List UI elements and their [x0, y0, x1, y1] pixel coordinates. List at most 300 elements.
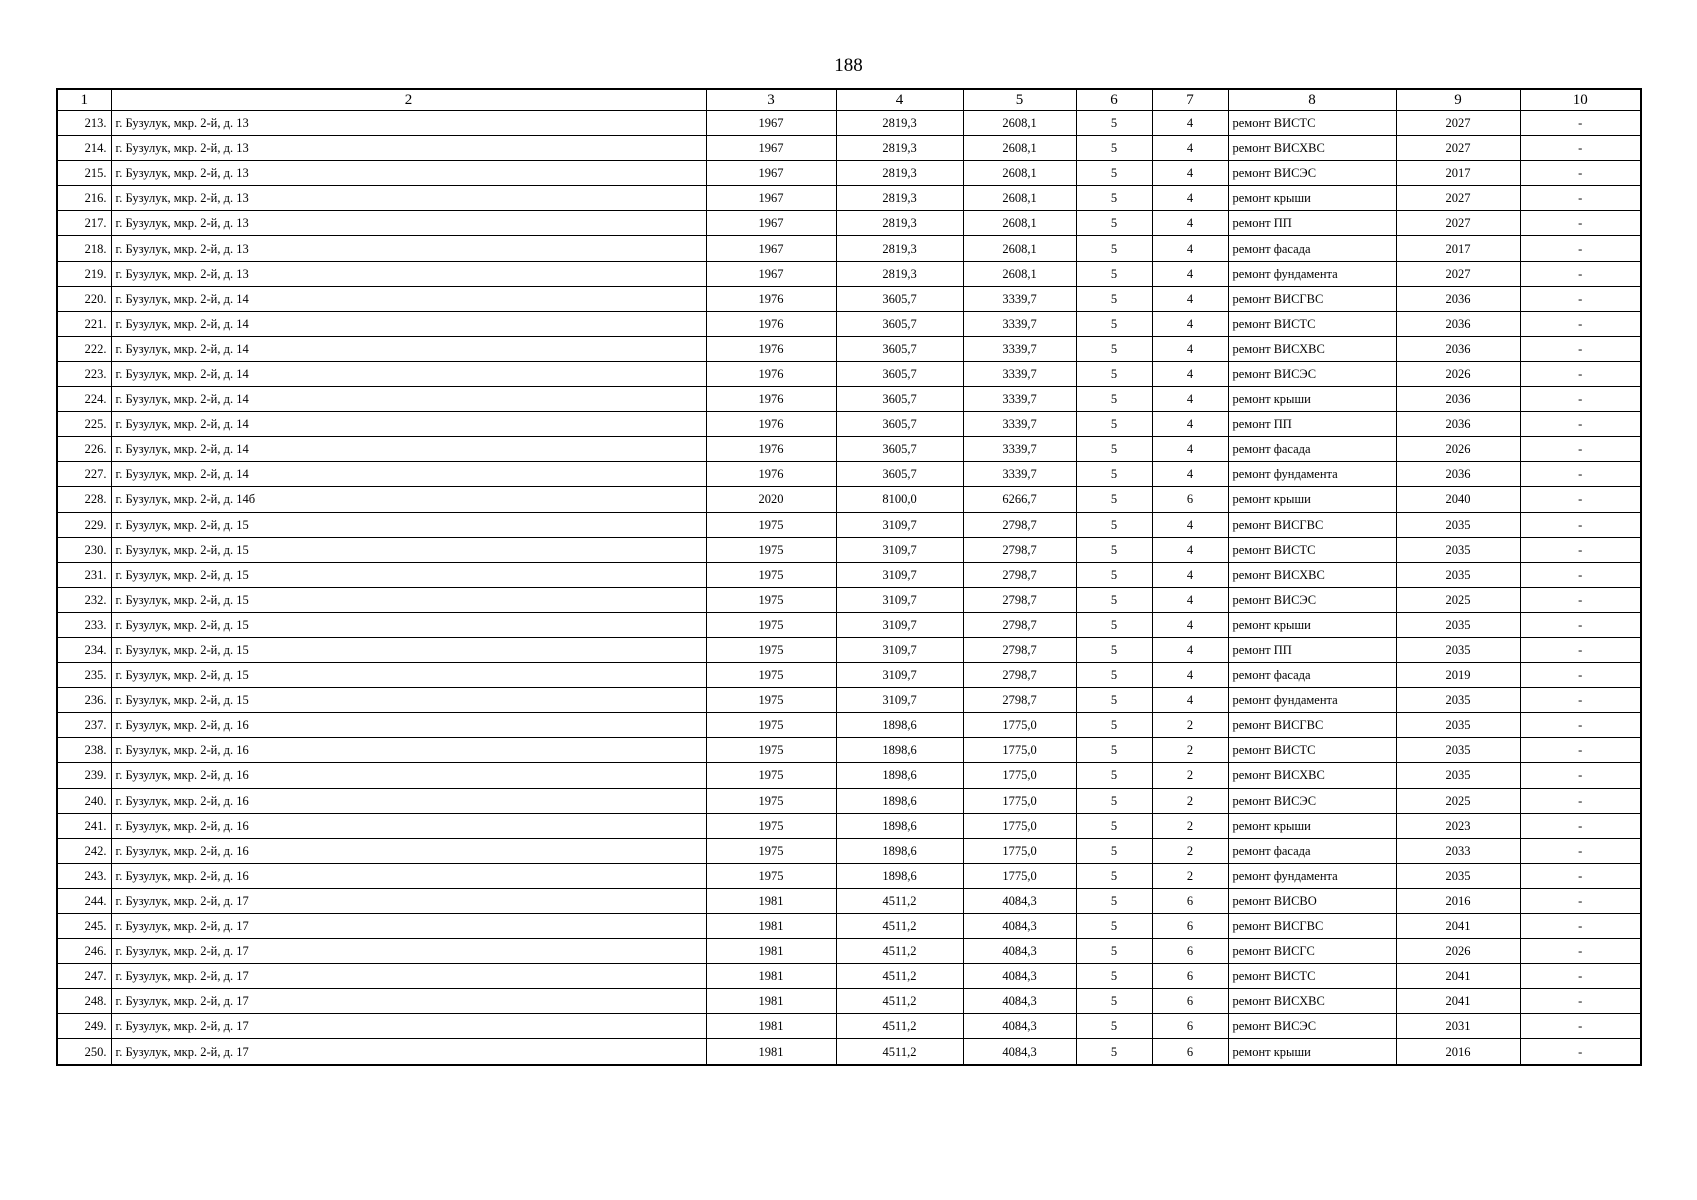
total-area-cell: 4511,2: [836, 1014, 963, 1039]
planned-year-cell: 2026: [1396, 437, 1520, 462]
work-type-cell: ремонт ВИСТС: [1228, 311, 1396, 336]
work-type-cell: ремонт ВИСХВС: [1228, 989, 1396, 1014]
living-area-cell: 2608,1: [963, 161, 1076, 186]
living-area-cell: 1775,0: [963, 788, 1076, 813]
floors-cell: 5: [1076, 1014, 1152, 1039]
planned-year-cell: 2019: [1396, 663, 1520, 688]
work-type-cell: ремонт крыши: [1228, 186, 1396, 211]
total-area-cell: 8100,0: [836, 487, 963, 512]
floors-cell: 5: [1076, 888, 1152, 913]
planned-year-cell: 2041: [1396, 914, 1520, 939]
note-cell: -: [1520, 437, 1641, 462]
total-area-cell: 3605,7: [836, 336, 963, 361]
floors-cell: 5: [1076, 914, 1152, 939]
living-area-cell: 1775,0: [963, 838, 1076, 863]
work-type-cell: ремонт крыши: [1228, 487, 1396, 512]
floors-cell: 5: [1076, 462, 1152, 487]
address-cell: г. Бузулук, мкр. 2-й, д. 16: [111, 788, 706, 813]
floors-cell: 5: [1076, 1039, 1152, 1065]
address-cell: г. Бузулук, мкр. 2-й, д. 13: [111, 211, 706, 236]
year-built-cell: 1967: [706, 211, 836, 236]
work-type-cell: ремонт ВИСХВС: [1228, 336, 1396, 361]
entrances-cell: 6: [1152, 1039, 1228, 1065]
row-number-cell: 224.: [57, 387, 111, 412]
living-area-cell: 3339,7: [963, 286, 1076, 311]
planned-year-cell: 2036: [1396, 462, 1520, 487]
planned-year-cell: 2036: [1396, 336, 1520, 361]
living-area-cell: 1775,0: [963, 863, 1076, 888]
total-area-cell: 3109,7: [836, 688, 963, 713]
year-built-cell: 1975: [706, 863, 836, 888]
table-row: [57, 537, 1641, 562]
row-number-cell: 249.: [57, 1014, 111, 1039]
floors-cell: 5: [1076, 939, 1152, 964]
floors-cell: 5: [1076, 713, 1152, 738]
table-row: [57, 336, 1641, 361]
note-cell: -: [1520, 537, 1641, 562]
row-number-cell: 217.: [57, 211, 111, 236]
table-row: [57, 211, 1641, 236]
note-cell: -: [1520, 186, 1641, 211]
address-cell: г. Бузулук, мкр. 2-й, д. 15: [111, 688, 706, 713]
row-number-cell: 240.: [57, 788, 111, 813]
total-area-cell: 1898,6: [836, 838, 963, 863]
living-area-cell: 2798,7: [963, 562, 1076, 587]
total-area-cell: 1898,6: [836, 763, 963, 788]
address-cell: г. Бузулук, мкр. 2-й, д. 16: [111, 738, 706, 763]
floors-cell: 5: [1076, 688, 1152, 713]
total-area-cell: 3109,7: [836, 537, 963, 562]
floors-cell: 5: [1076, 161, 1152, 186]
floors-cell: 5: [1076, 111, 1152, 136]
table-row: [57, 462, 1641, 487]
total-area-cell: 3109,7: [836, 562, 963, 587]
living-area-cell: 2798,7: [963, 587, 1076, 612]
living-area-cell: 2798,7: [963, 663, 1076, 688]
address-cell: г. Бузулук, мкр. 2-й, д. 17: [111, 1039, 706, 1065]
total-area-cell: 2819,3: [836, 111, 963, 136]
entrances-cell: 2: [1152, 813, 1228, 838]
floors-cell: 5: [1076, 412, 1152, 437]
total-area-cell: 3605,7: [836, 311, 963, 336]
column-header-9: 9: [1396, 89, 1520, 111]
work-type-cell: ремонт ВИСВО: [1228, 888, 1396, 913]
total-area-cell: 4511,2: [836, 939, 963, 964]
table-row: [57, 236, 1641, 261]
year-built-cell: 1975: [706, 587, 836, 612]
row-number-cell: 227.: [57, 462, 111, 487]
address-cell: г. Бузулук, мкр. 2-й, д. 14: [111, 412, 706, 437]
table-row: [57, 361, 1641, 386]
address-cell: г. Бузулук, мкр. 2-й, д. 15: [111, 587, 706, 612]
year-built-cell: 1967: [706, 161, 836, 186]
year-built-cell: 1981: [706, 1014, 836, 1039]
floors-cell: 5: [1076, 437, 1152, 462]
year-built-cell: 1976: [706, 286, 836, 311]
row-number-cell: 239.: [57, 763, 111, 788]
planned-year-cell: 2036: [1396, 286, 1520, 311]
table-row: [57, 763, 1641, 788]
living-area-cell: 2608,1: [963, 211, 1076, 236]
work-type-cell: ремонт ВИСЭС: [1228, 361, 1396, 386]
note-cell: -: [1520, 1039, 1641, 1065]
table-row: [57, 713, 1641, 738]
year-built-cell: 1976: [706, 437, 836, 462]
entrances-cell: 4: [1152, 437, 1228, 462]
row-number-cell: 244.: [57, 888, 111, 913]
note-cell: -: [1520, 236, 1641, 261]
table-row: [57, 1039, 1641, 1065]
work-type-cell: ремонт ВИСХВС: [1228, 562, 1396, 587]
floors-cell: 5: [1076, 286, 1152, 311]
entrances-cell: 2: [1152, 713, 1228, 738]
table-row: [57, 612, 1641, 637]
note-cell: -: [1520, 136, 1641, 161]
address-cell: г. Бузулук, мкр. 2-й, д. 16: [111, 838, 706, 863]
table-row: [57, 989, 1641, 1014]
planned-year-cell: 2025: [1396, 587, 1520, 612]
note-cell: -: [1520, 914, 1641, 939]
living-area-cell: 2798,7: [963, 537, 1076, 562]
floors-cell: 5: [1076, 788, 1152, 813]
total-area-cell: 4511,2: [836, 914, 963, 939]
floors-cell: 5: [1076, 663, 1152, 688]
work-type-cell: ремонт фасада: [1228, 437, 1396, 462]
address-cell: г. Бузулук, мкр. 2-й, д. 13: [111, 136, 706, 161]
year-built-cell: 1981: [706, 939, 836, 964]
work-type-cell: ремонт фасада: [1228, 663, 1396, 688]
total-area-cell: 3605,7: [836, 412, 963, 437]
address-cell: г. Бузулук, мкр. 2-й, д. 13: [111, 111, 706, 136]
year-built-cell: 1975: [706, 838, 836, 863]
living-area-cell: 4084,3: [963, 939, 1076, 964]
work-type-cell: ремонт ВИСЭС: [1228, 161, 1396, 186]
planned-year-cell: 2036: [1396, 387, 1520, 412]
address-cell: г. Бузулук, мкр. 2-й, д. 14б: [111, 487, 706, 512]
row-number-cell: 226.: [57, 437, 111, 462]
total-area-cell: 4511,2: [836, 964, 963, 989]
work-type-cell: ремонт крыши: [1228, 612, 1396, 637]
planned-year-cell: 2016: [1396, 888, 1520, 913]
address-cell: г. Бузулук, мкр. 2-й, д. 14: [111, 462, 706, 487]
planned-year-cell: 2017: [1396, 161, 1520, 186]
entrances-cell: 4: [1152, 612, 1228, 637]
total-area-cell: 4511,2: [836, 1039, 963, 1065]
floors-cell: 5: [1076, 537, 1152, 562]
address-cell: г. Бузулук, мкр. 2-й, д. 13: [111, 261, 706, 286]
living-area-cell: 6266,7: [963, 487, 1076, 512]
note-cell: -: [1520, 663, 1641, 688]
address-cell: г. Бузулук, мкр. 2-й, д. 14: [111, 437, 706, 462]
row-number-cell: 213.: [57, 111, 111, 136]
total-area-cell: 4511,2: [836, 989, 963, 1014]
planned-year-cell: 2036: [1396, 412, 1520, 437]
table-body: [57, 111, 1641, 1065]
table-row: [57, 562, 1641, 587]
year-built-cell: 1981: [706, 914, 836, 939]
address-cell: г. Бузулук, мкр. 2-й, д. 14: [111, 336, 706, 361]
note-cell: -: [1520, 286, 1641, 311]
column-header-2: 2: [111, 89, 706, 111]
total-area-cell: 1898,6: [836, 863, 963, 888]
table-row: [57, 738, 1641, 763]
note-cell: -: [1520, 462, 1641, 487]
entrances-cell: 4: [1152, 211, 1228, 236]
table-row: [57, 161, 1641, 186]
row-number-cell: 222.: [57, 336, 111, 361]
floors-cell: 5: [1076, 261, 1152, 286]
entrances-cell: 4: [1152, 462, 1228, 487]
address-cell: г. Бузулук, мкр. 2-й, д. 13: [111, 186, 706, 211]
address-cell: г. Бузулук, мкр. 2-й, д. 13: [111, 161, 706, 186]
planned-year-cell: 2035: [1396, 637, 1520, 662]
address-cell: г. Бузулук, мкр. 2-й, д. 16: [111, 813, 706, 838]
living-area-cell: 3339,7: [963, 437, 1076, 462]
living-area-cell: 2608,1: [963, 261, 1076, 286]
address-cell: г. Бузулук, мкр. 2-й, д. 16: [111, 863, 706, 888]
living-area-cell: 3339,7: [963, 361, 1076, 386]
living-area-cell: 2608,1: [963, 136, 1076, 161]
column-header-10: 10: [1520, 89, 1641, 111]
note-cell: -: [1520, 336, 1641, 361]
note-cell: -: [1520, 311, 1641, 336]
address-cell: г. Бузулук, мкр. 2-й, д. 14: [111, 387, 706, 412]
total-area-cell: 3109,7: [836, 663, 963, 688]
note-cell: -: [1520, 612, 1641, 637]
entrances-cell: 6: [1152, 964, 1228, 989]
entrances-cell: 4: [1152, 412, 1228, 437]
floors-cell: 5: [1076, 136, 1152, 161]
planned-year-cell: 2035: [1396, 688, 1520, 713]
planned-year-cell: 2026: [1396, 939, 1520, 964]
floors-cell: 5: [1076, 361, 1152, 386]
living-area-cell: 4084,3: [963, 1014, 1076, 1039]
note-cell: -: [1520, 587, 1641, 612]
address-cell: г. Бузулук, мкр. 2-й, д. 14: [111, 361, 706, 386]
year-built-cell: 1981: [706, 964, 836, 989]
entrances-cell: 4: [1152, 311, 1228, 336]
note-cell: -: [1520, 1014, 1641, 1039]
total-area-cell: 1898,6: [836, 788, 963, 813]
entrances-cell: 6: [1152, 939, 1228, 964]
row-number-cell: 242.: [57, 838, 111, 863]
living-area-cell: 1775,0: [963, 813, 1076, 838]
entrances-cell: 4: [1152, 136, 1228, 161]
note-cell: -: [1520, 161, 1641, 186]
planned-year-cell: 2017: [1396, 236, 1520, 261]
floors-cell: 5: [1076, 186, 1152, 211]
living-area-cell: 4084,3: [963, 914, 1076, 939]
row-number-cell: 250.: [57, 1039, 111, 1065]
note-cell: -: [1520, 412, 1641, 437]
note-cell: -: [1520, 562, 1641, 587]
entrances-cell: 2: [1152, 738, 1228, 763]
entrances-cell: 4: [1152, 261, 1228, 286]
year-built-cell: 1976: [706, 311, 836, 336]
entrances-cell: 6: [1152, 989, 1228, 1014]
year-built-cell: 2020: [706, 487, 836, 512]
work-type-cell: ремонт ВИСХВС: [1228, 763, 1396, 788]
row-number-cell: 247.: [57, 964, 111, 989]
year-built-cell: 1967: [706, 236, 836, 261]
total-area-cell: 3109,7: [836, 587, 963, 612]
note-cell: -: [1520, 964, 1641, 989]
note-cell: -: [1520, 512, 1641, 537]
total-area-cell: 2819,3: [836, 261, 963, 286]
entrances-cell: 4: [1152, 361, 1228, 386]
living-area-cell: 3339,7: [963, 462, 1076, 487]
note-cell: -: [1520, 939, 1641, 964]
work-type-cell: ремонт ВИСЭС: [1228, 587, 1396, 612]
year-built-cell: 1967: [706, 261, 836, 286]
note-cell: -: [1520, 989, 1641, 1014]
table-row: [57, 261, 1641, 286]
entrances-cell: 2: [1152, 788, 1228, 813]
table-row: [57, 512, 1641, 537]
table-row: [57, 387, 1641, 412]
planned-year-cell: 2026: [1396, 361, 1520, 386]
floors-cell: 5: [1076, 562, 1152, 587]
address-cell: г. Бузулук, мкр. 2-й, д. 16: [111, 713, 706, 738]
address-cell: г. Бузулук, мкр. 2-й, д. 15: [111, 562, 706, 587]
living-area-cell: 4084,3: [963, 888, 1076, 913]
entrances-cell: 6: [1152, 888, 1228, 913]
work-type-cell: ремонт ВИСТС: [1228, 964, 1396, 989]
total-area-cell: 2819,3: [836, 211, 963, 236]
work-type-cell: ремонт крыши: [1228, 1039, 1396, 1065]
year-built-cell: 1976: [706, 412, 836, 437]
total-area-cell: 3109,7: [836, 512, 963, 537]
entrances-cell: 4: [1152, 186, 1228, 211]
work-type-cell: ремонт ВИСГВС: [1228, 914, 1396, 939]
year-built-cell: 1975: [706, 813, 836, 838]
planned-year-cell: 2033: [1396, 838, 1520, 863]
entrances-cell: 2: [1152, 838, 1228, 863]
table-row: [57, 637, 1641, 662]
address-cell: г. Бузулук, мкр. 2-й, д. 15: [111, 637, 706, 662]
work-type-cell: ремонт ВИСГС: [1228, 939, 1396, 964]
year-built-cell: 1975: [706, 763, 836, 788]
planned-year-cell: 2035: [1396, 512, 1520, 537]
row-number-cell: 237.: [57, 713, 111, 738]
total-area-cell: 4511,2: [836, 888, 963, 913]
work-type-cell: ремонт фундамента: [1228, 863, 1396, 888]
row-number-cell: 232.: [57, 587, 111, 612]
work-type-cell: ремонт ВИСТС: [1228, 738, 1396, 763]
planned-year-cell: 2035: [1396, 562, 1520, 587]
column-header-6: 6: [1076, 89, 1152, 111]
address-cell: г. Бузулук, мкр. 2-й, д. 17: [111, 914, 706, 939]
address-cell: г. Бузулук, мкр. 2-й, д. 13: [111, 236, 706, 261]
row-number-cell: 219.: [57, 261, 111, 286]
table-row: [57, 688, 1641, 713]
row-number-cell: 216.: [57, 186, 111, 211]
year-built-cell: 1975: [706, 537, 836, 562]
table-row: [57, 1014, 1641, 1039]
work-type-cell: ремонт крыши: [1228, 387, 1396, 412]
living-area-cell: 2798,7: [963, 637, 1076, 662]
table-row: [57, 813, 1641, 838]
work-type-cell: ремонт фасада: [1228, 236, 1396, 261]
planned-year-cell: 2041: [1396, 964, 1520, 989]
planned-year-cell: 2035: [1396, 713, 1520, 738]
total-area-cell: 3605,7: [836, 387, 963, 412]
total-area-cell: 1898,6: [836, 713, 963, 738]
register-table: [56, 88, 1642, 1066]
row-number-cell: 230.: [57, 537, 111, 562]
living-area-cell: 1775,0: [963, 713, 1076, 738]
work-type-cell: ремонт ПП: [1228, 412, 1396, 437]
row-number-cell: 223.: [57, 361, 111, 386]
work-type-cell: ремонт фундамента: [1228, 688, 1396, 713]
entrances-cell: 4: [1152, 236, 1228, 261]
address-cell: г. Бузулук, мкр. 2-й, д. 15: [111, 663, 706, 688]
total-area-cell: 3605,7: [836, 437, 963, 462]
year-built-cell: 1981: [706, 888, 836, 913]
total-area-cell: 3109,7: [836, 637, 963, 662]
total-area-cell: 2819,3: [836, 186, 963, 211]
note-cell: -: [1520, 788, 1641, 813]
total-area-cell: 2819,3: [836, 136, 963, 161]
entrances-cell: 4: [1152, 663, 1228, 688]
address-cell: г. Бузулук, мкр. 2-й, д. 17: [111, 939, 706, 964]
note-cell: -: [1520, 738, 1641, 763]
table-row: [57, 964, 1641, 989]
work-type-cell: ремонт ВИСЭС: [1228, 788, 1396, 813]
year-built-cell: 1975: [706, 562, 836, 587]
row-number-cell: 236.: [57, 688, 111, 713]
address-cell: г. Бузулук, мкр. 2-й, д. 15: [111, 512, 706, 537]
row-number-cell: 218.: [57, 236, 111, 261]
year-built-cell: 1967: [706, 136, 836, 161]
row-number-cell: 229.: [57, 512, 111, 537]
row-number-cell: 248.: [57, 989, 111, 1014]
living-area-cell: 4084,3: [963, 1039, 1076, 1065]
year-built-cell: 1975: [706, 738, 836, 763]
table-row: [57, 286, 1641, 311]
entrances-cell: 4: [1152, 688, 1228, 713]
note-cell: -: [1520, 688, 1641, 713]
floors-cell: 5: [1076, 236, 1152, 261]
row-number-cell: 235.: [57, 663, 111, 688]
note-cell: -: [1520, 111, 1641, 136]
year-built-cell: 1981: [706, 1039, 836, 1065]
table-row: [57, 111, 1641, 136]
work-type-cell: ремонт ВИСГВС: [1228, 512, 1396, 537]
floors-cell: 5: [1076, 637, 1152, 662]
work-type-cell: ремонт ВИСГВС: [1228, 286, 1396, 311]
entrances-cell: 6: [1152, 1014, 1228, 1039]
table-row: [57, 136, 1641, 161]
planned-year-cell: 2036: [1396, 311, 1520, 336]
table-row: [57, 914, 1641, 939]
floors-cell: 5: [1076, 612, 1152, 637]
year-built-cell: 1967: [706, 186, 836, 211]
year-built-cell: 1975: [706, 637, 836, 662]
planned-year-cell: 2023: [1396, 813, 1520, 838]
row-number-cell: 234.: [57, 637, 111, 662]
row-number-cell: 231.: [57, 562, 111, 587]
total-area-cell: 1898,6: [836, 813, 963, 838]
floors-cell: 5: [1076, 989, 1152, 1014]
note-cell: -: [1520, 763, 1641, 788]
floors-cell: 5: [1076, 311, 1152, 336]
work-type-cell: ремонт фундамента: [1228, 261, 1396, 286]
planned-year-cell: 2025: [1396, 788, 1520, 813]
year-built-cell: 1975: [706, 713, 836, 738]
year-built-cell: 1975: [706, 788, 836, 813]
table-row: [57, 412, 1641, 437]
